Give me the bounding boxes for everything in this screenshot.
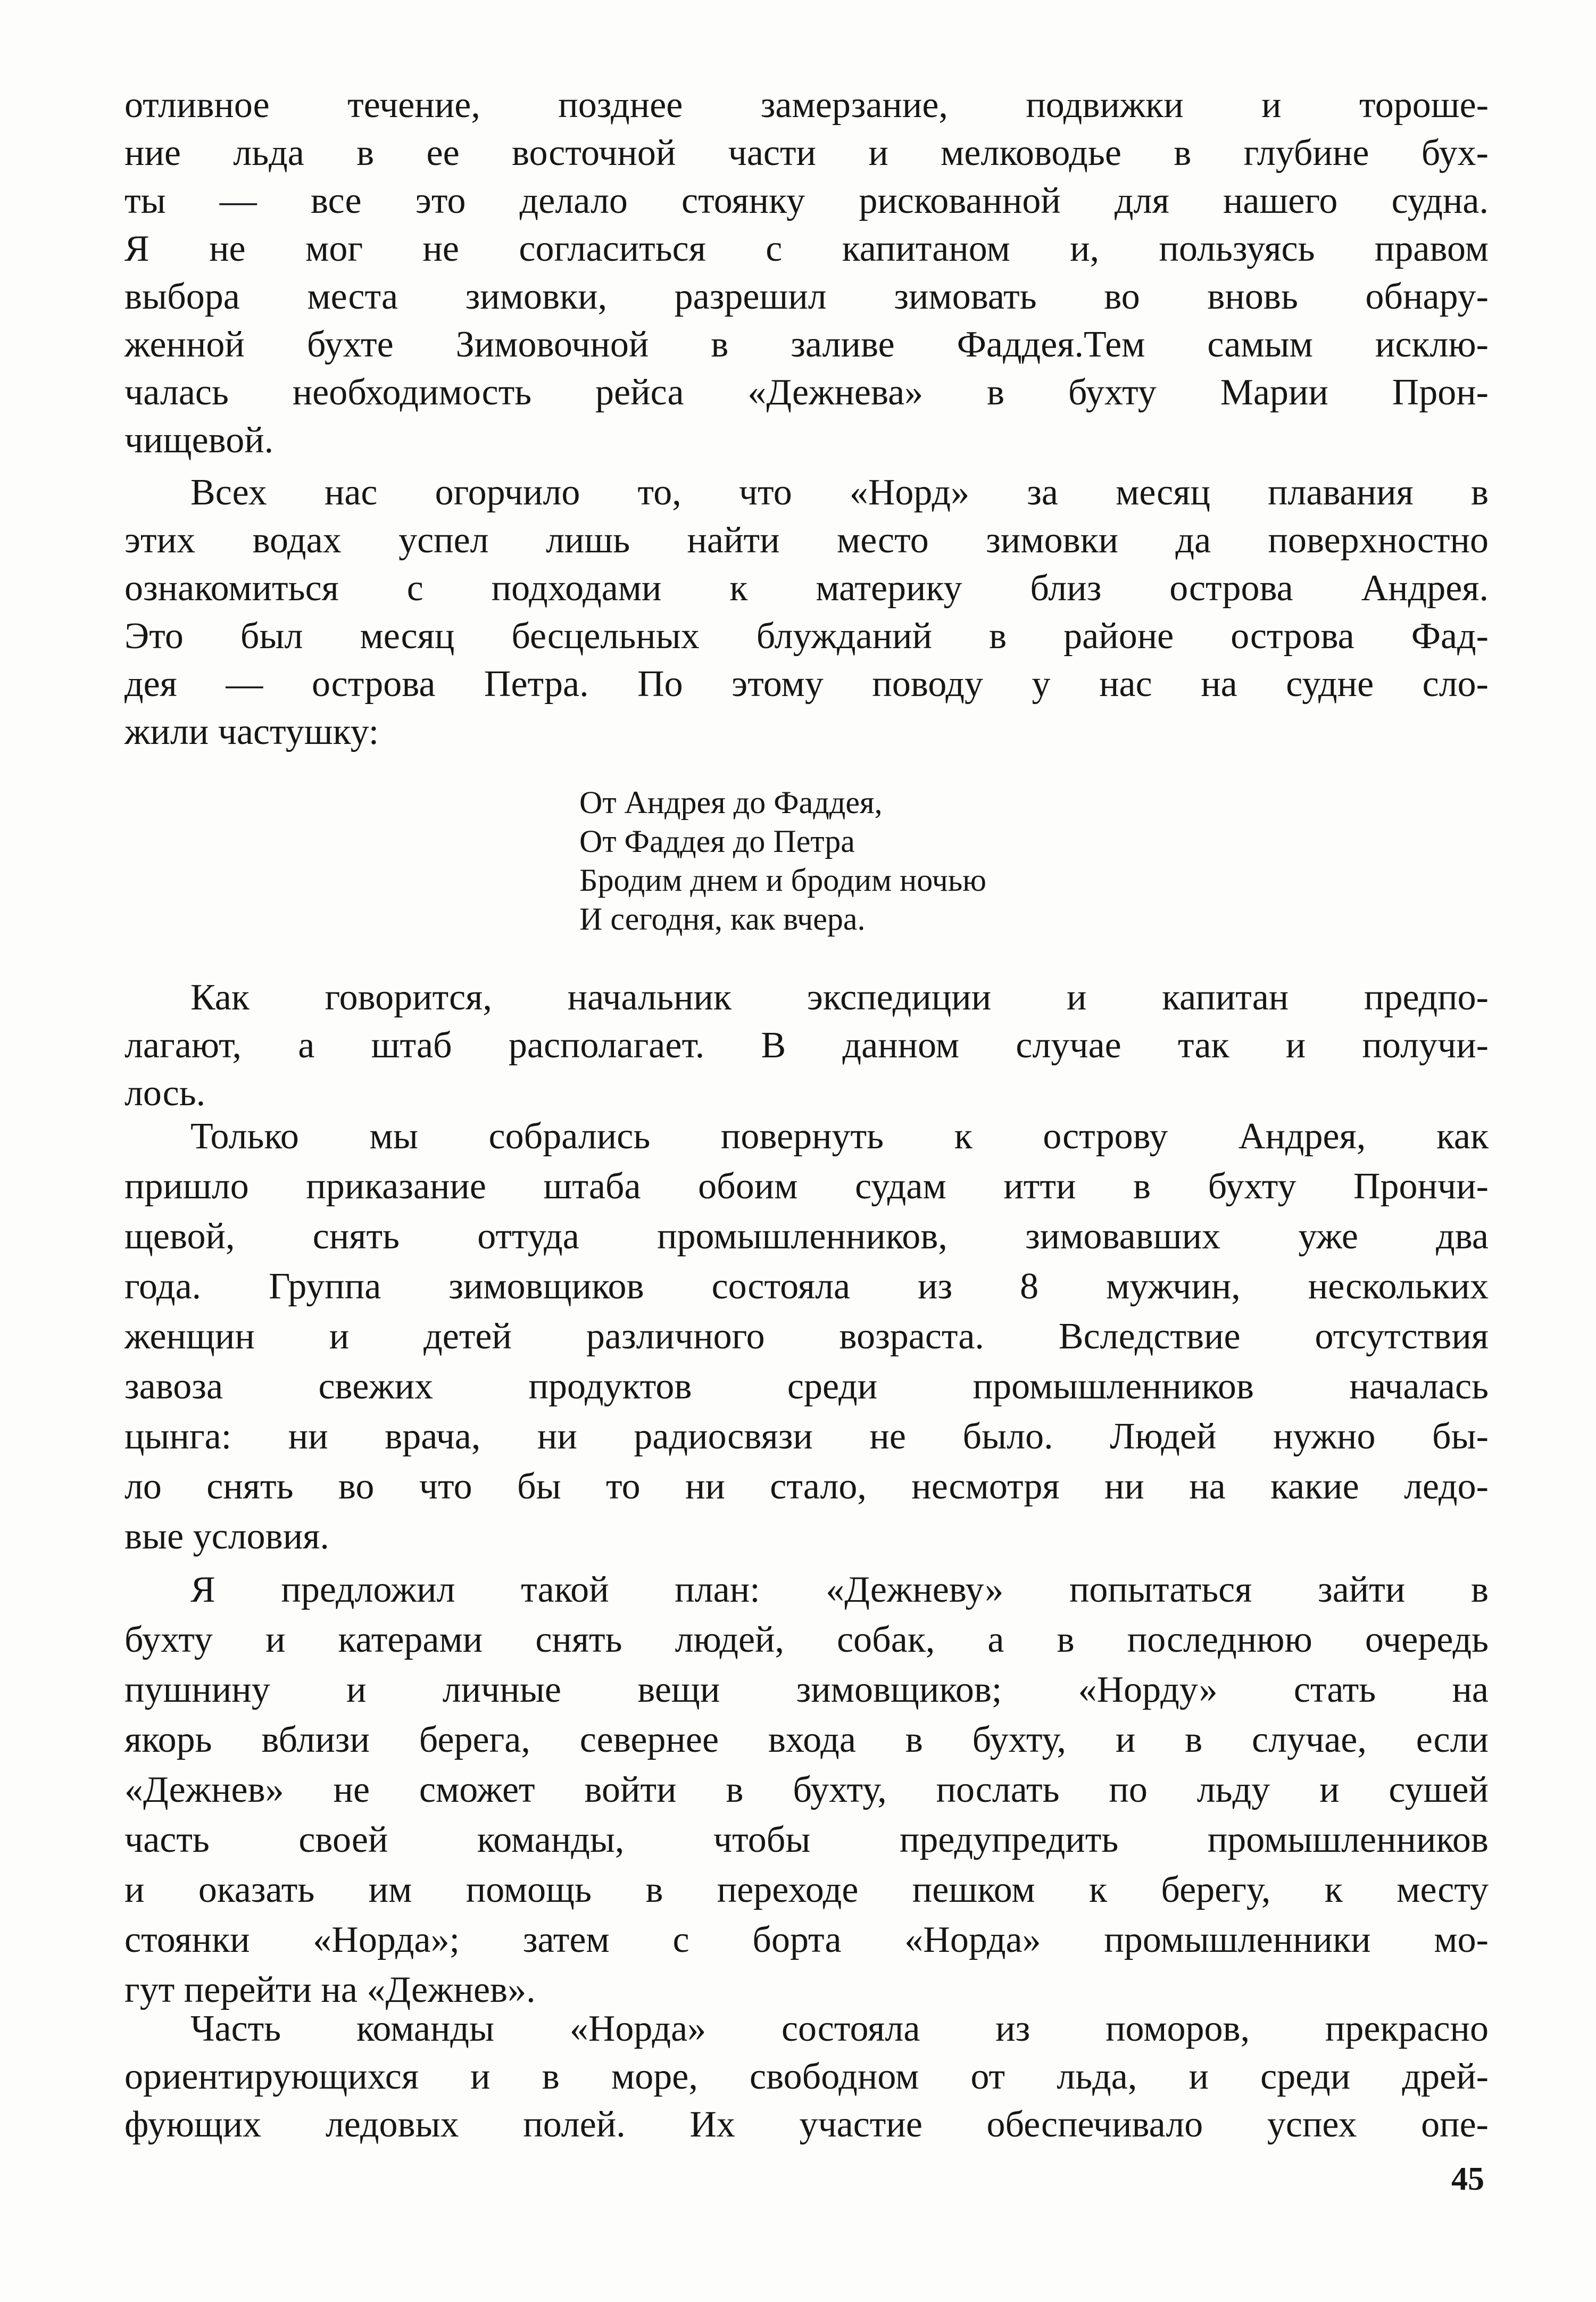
paragraph	[124, 974, 1489, 1117]
text-line: фующих ледовых полей. Их участие обеспечивало успех опе-	[124, 2104, 1489, 2145]
paragraph	[124, 469, 1489, 756]
text-line: этих водах успел лишь найти место зимовки да поверхностно	[124, 520, 1489, 561]
poem-verse	[579, 783, 1324, 939]
page-number: 45	[1451, 2161, 1484, 2197]
text-line: От Фаддея до Петра	[579, 824, 855, 859]
text-line: лось.	[124, 1073, 206, 1114]
text-line: дея — острова Петра. По этому поводу у нас на судне сло-	[124, 664, 1489, 705]
text-line: Это был месяц бесцельных блужданий в районе острова Фад-	[124, 616, 1489, 657]
paragraph	[124, 2005, 1489, 2149]
text-line: ориентирующихся и в море, свободном от льда, и среди дрей-	[124, 2056, 1489, 2097]
text-line: Часть команды «Норда» состояла из поморов, прекрасно	[190, 2008, 1489, 2049]
text-line: якорь вблизи берега, севернее входа в бухту, и в случае, если	[124, 1719, 1489, 1760]
text-line: цынга: ни врача, ни радиосвязи не было. Людей нужно бы-	[124, 1416, 1489, 1457]
text-line: «Дежнев» не сможет войти в бухту, послать по льду и сушей	[124, 1769, 1489, 1810]
text-line: Всех нас огорчило то, что «Норд» за месяц плавания в	[190, 472, 1489, 513]
text-line: стоянки «Норда»; затем с борта «Норда» промышленники мо-	[124, 1919, 1489, 1960]
text-line: пушнину и личные вещи зимовщиков; «Норду» стать на	[124, 1669, 1489, 1710]
text-line: гут перейти на «Дежнев».	[124, 1969, 536, 2010]
text-line: женщин и детей различного возраста. Вследствие отсутствия	[124, 1316, 1489, 1357]
text-line: ты — все это делало стоянку рискованной для нашего судна.	[124, 180, 1489, 221]
text-line: От Андрея до Фаддея,	[579, 785, 883, 820]
text-line: Только мы собрались повернуть к острову Андрея, как	[190, 1116, 1489, 1157]
text-line: жили частушку:	[124, 711, 379, 752]
text-line: пришло приказание штаба обоим судам итти в бухту Прончи-	[124, 1166, 1489, 1207]
text-line: бухту и катерами снять людей, собак, а в последнюю очередь	[124, 1619, 1489, 1660]
text-line: завоза свежих продуктов среди промышленников началась	[124, 1366, 1489, 1407]
text-line: ло снять во что бы то ни стало, несмотря ни на какие ледо-	[124, 1466, 1489, 1507]
text-line: Как говорится, начальник экспедиции и капитан предпо-	[190, 977, 1489, 1018]
text-line: чалась необходимость рейса «Дежнева» в бухту Марии Прон-	[124, 372, 1489, 413]
text-line: И сегодня, как вчера.	[579, 901, 866, 937]
paragraph-continuation	[124, 81, 1489, 465]
text-line: года. Группа зимовщиков состояла из 8 мужчин, нескольких	[124, 1266, 1489, 1307]
text-line: Бродим днем и бродим ночью	[579, 863, 986, 898]
paragraph	[124, 1565, 1489, 2015]
text-line: Я не мог не согласиться с капитаном и, пользуясь правом	[124, 228, 1489, 269]
text-line: ознакомиться с подходами к материку близ острова Андрея.	[124, 568, 1489, 609]
text-line: щевой, снять оттуда промышленников, зимовавших уже два	[124, 1216, 1489, 1257]
paragraph	[124, 1112, 1489, 1562]
text-line: и оказать им помощь в переходе пешком к берегу, к месту	[124, 1869, 1489, 1910]
text-line: часть своей команды, чтобы предупредить промышленников	[124, 1819, 1489, 1860]
text-line: вые условия.	[124, 1516, 329, 1557]
text-line: Я предложил такой план: «Дежневу» попытаться зайти в	[190, 1569, 1489, 1610]
text-line: женной бухте Зимовочной в заливе Фаддея.Тем самым исклю-	[124, 324, 1489, 365]
text-line: лагают, а штаб располагает. В данном случае так и получи-	[124, 1025, 1489, 1066]
text-line: ние льда в ее восточной части и мелководье в глубине бух-	[124, 133, 1489, 173]
text-line: чищевой.	[124, 420, 274, 461]
text-line: отливное течение, позднее замерзание, подвижки и тороше-	[124, 85, 1489, 126]
text-line: выбора места зимовки, разрешил зимовать во вновь обнару-	[124, 276, 1489, 317]
